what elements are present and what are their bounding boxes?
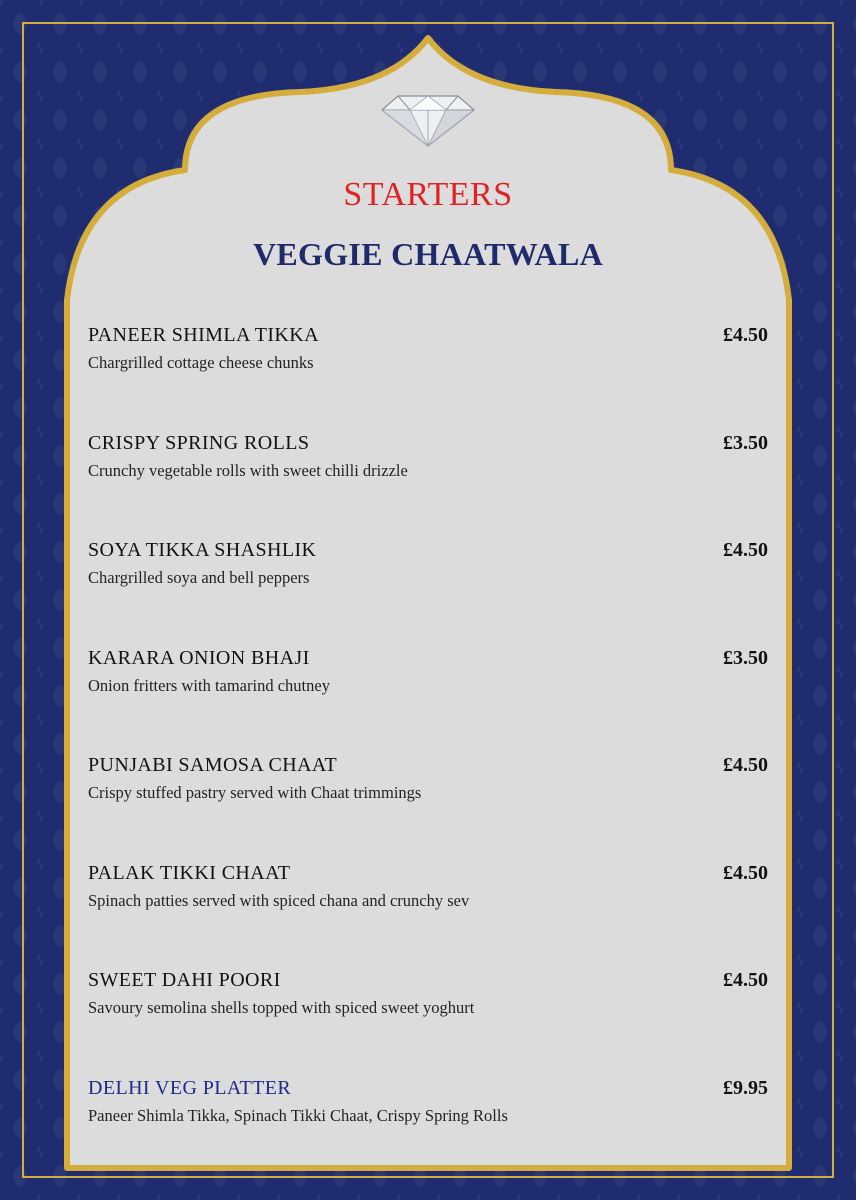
item-description: Chargrilled soya and bell peppers <box>88 568 310 587</box>
item-description: Spinach patties served with spiced chana and crunchy sev <box>88 890 470 910</box>
menu-item <box>88 645 768 753</box>
category-subtitle: VEGGIE CHAATWALA <box>252 236 604 272</box>
item-price: £3.50 <box>723 646 768 669</box>
item-name: SOYA TIKKA SHASHLIK <box>88 539 317 561</box>
item-name: DELHI VEG PLATTER <box>88 1076 292 1099</box>
item-name: PALAK TIKKI CHAAT <box>88 861 291 884</box>
menu-item <box>88 860 768 968</box>
item-price: £4.50 <box>723 861 768 884</box>
item-price: £4.50 <box>723 754 768 776</box>
item-description: Crunchy vegetable rolls with sweet chilli drizzle <box>88 460 408 480</box>
item-description: Crispy stuffed pastry served with Chaat trimmings <box>88 783 422 802</box>
item-price: £4.50 <box>723 539 768 561</box>
menu-item <box>88 322 768 430</box>
menu-item-platter <box>88 1075 768 1183</box>
item-price: £4.50 <box>723 324 768 346</box>
item-name: SWEET DAHI POORI <box>88 969 281 991</box>
menu-list <box>88 322 768 1182</box>
item-name: PANEER SHIMLA TIKKA <box>88 324 319 346</box>
menu-item <box>88 967 768 1075</box>
menu-item <box>88 537 768 645</box>
item-price: £4.50 <box>723 969 768 991</box>
menu-item <box>88 752 768 860</box>
menu-item <box>88 430 768 538</box>
item-name: PUNJABI SAMOSA CHAAT <box>88 754 338 776</box>
diamond-icon <box>380 88 476 148</box>
item-description: Chargrilled cottage cheese chunks <box>88 353 314 372</box>
item-description: Savoury semolina shells topped with spiced sweet yoghurt <box>88 998 475 1017</box>
item-name: KARARA ONION BHAJI <box>88 646 310 669</box>
item-name: CRISPY SPRING ROLLS <box>88 431 310 454</box>
section-title: STARTERS <box>343 176 513 213</box>
item-description: Paneer Shimla Tikka, Spinach Tikki Chaat, Crispy Spring Rolls <box>88 1105 508 1125</box>
item-description: Onion fritters with tamarind chutney <box>88 675 330 695</box>
item-price: £3.50 <box>723 431 768 454</box>
item-price: £9.95 <box>723 1076 768 1099</box>
